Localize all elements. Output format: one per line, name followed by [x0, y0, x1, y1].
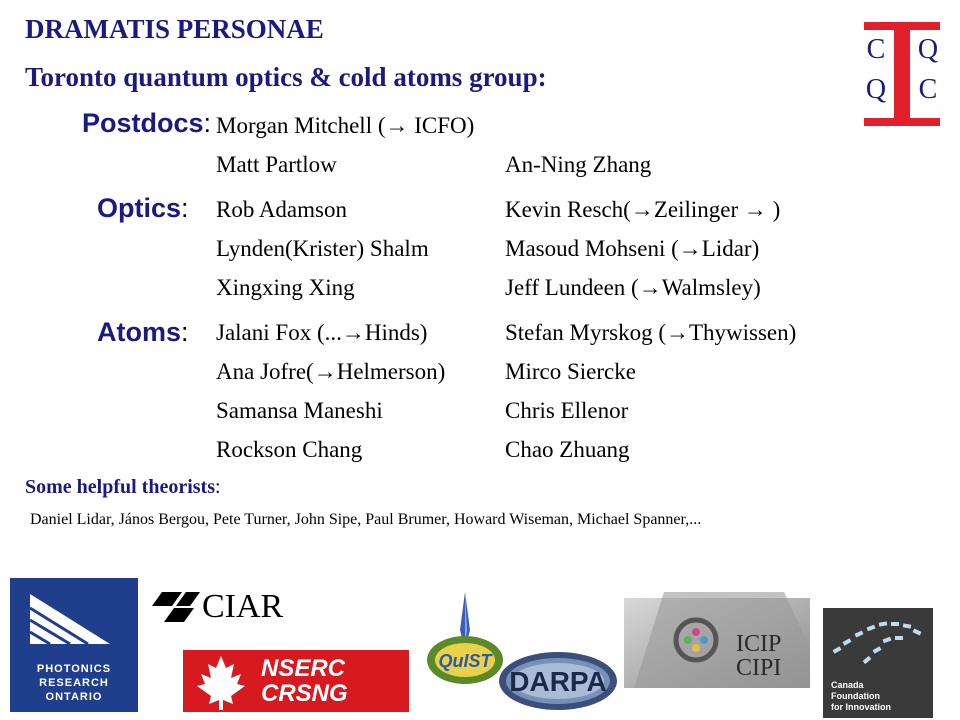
person-name: Ana Jofre(→Helmerson)	[216, 359, 446, 384]
person-name: Morgan Mitchell (→ ICFO)	[216, 113, 475, 138]
logo-text: NSERC	[261, 655, 346, 682]
logo-text: CRSNG	[261, 680, 348, 707]
person-name: Masoud Mohseni (→Lidar)	[505, 236, 760, 261]
darpa-logo	[497, 650, 619, 712]
atoms-label: Atoms:	[97, 317, 189, 347]
logo-text: PHOTONICS	[36, 663, 112, 675]
canada-foundation-for-innovation-logo	[823, 608, 933, 718]
slide-title: DRAMATIS PERSONAE	[25, 14, 324, 44]
logo-text: for Innovation	[831, 702, 891, 712]
icip-cipi-logo	[624, 588, 810, 692]
logo-text: CIPI	[736, 655, 782, 681]
person-name: An-Ning Zhang	[505, 152, 652, 177]
logo-text: RESEARCH	[39, 677, 109, 689]
cqiqc-logo	[862, 18, 942, 128]
theorists-heading: Some helpful theorists:	[25, 476, 221, 498]
logo-text: CIAR	[202, 588, 284, 625]
person-name: Kevin Resch(→Zeilinger → )	[505, 197, 781, 222]
maple-leaf-icon	[191, 650, 251, 712]
icip-background	[624, 588, 810, 692]
person-name: Mirco Siercke	[505, 359, 636, 384]
cqiqc-letter: C	[866, 34, 886, 65]
nserc-crsng-logo	[183, 650, 409, 712]
cqiqc-letter: Q	[917, 34, 939, 65]
person-name: Chao Zhuang	[505, 437, 630, 462]
person-name: Samansa Maneshi	[216, 398, 383, 423]
logo-text: ICIP	[736, 631, 782, 657]
logo-text: DARPA	[509, 666, 607, 697]
person-name: Lynden(Krister) Shalm	[216, 236, 429, 261]
person-name: Jalani Fox (...→Hinds)	[216, 320, 428, 345]
optics-label: Optics:	[97, 193, 189, 223]
theorists-list: Daniel Lidar, János Bergou, Pete Turner, John Sipe, Paul Brumer, Howard Wiseman, Michael Spanner,...	[30, 511, 702, 528]
cqiqc-letter: Q	[865, 74, 887, 105]
ciar-logo	[152, 580, 302, 630]
person-name: Stefan Myrskog (→Thywissen)	[505, 320, 797, 345]
logo-text: QuIST	[438, 651, 492, 671]
cfi-arc-icon	[823, 608, 933, 678]
person-name: Xingxing Xing	[216, 275, 355, 300]
person-name: Rob Adamson	[216, 197, 347, 222]
logo-text: Canada	[831, 680, 864, 690]
triangle-icon	[10, 582, 138, 662]
person-name: Matt Partlow	[216, 152, 337, 177]
cqiqc-letter: C	[918, 74, 938, 105]
postdocs-label: Postdocs:	[82, 108, 212, 138]
group-subtitle: Toronto quantum optics & cold atoms group:	[25, 62, 547, 92]
photonics-research-ontario-logo	[10, 578, 138, 712]
ciar-mark-icon	[152, 590, 202, 624]
person-name: Jeff Lundeen (→Walmsley)	[505, 275, 761, 300]
person-name: Rockson Chang	[216, 437, 363, 462]
person-name: Chris Ellenor	[505, 398, 629, 423]
logo-text: Foundation	[831, 691, 880, 701]
logo-text: ONTARIO	[45, 691, 103, 703]
